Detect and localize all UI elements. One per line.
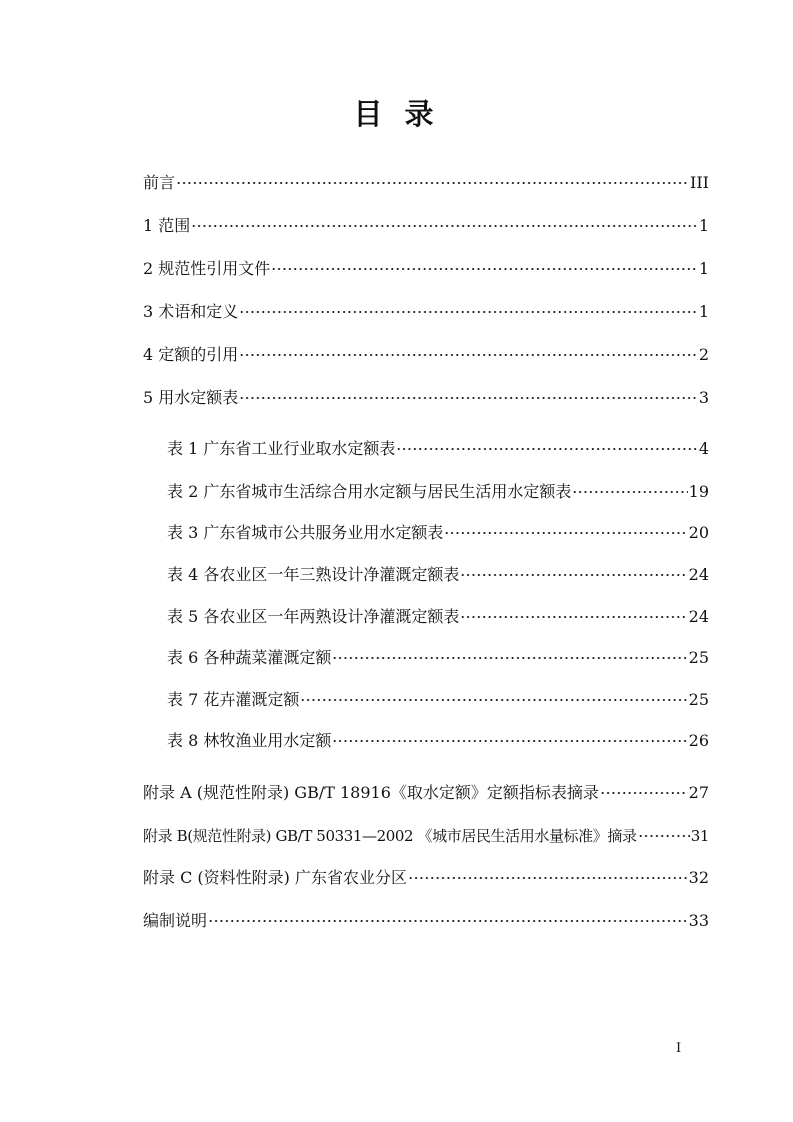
dot-leader [239, 311, 698, 313]
toc-entry-label: 编制说明 [143, 911, 208, 930]
dot-leader [332, 740, 687, 742]
toc-entry-page: 25 [688, 690, 709, 709]
toc-entry-label: 1 范围 [143, 216, 191, 235]
dot-leader [638, 835, 690, 837]
toc-entry-page: 20 [688, 523, 709, 542]
toc-entry-label: 5 用水定额表 [143, 388, 239, 407]
toc-entry-label: 表 5 各农业区一年两熟设计净灌溉定额表 [167, 607, 460, 626]
toc-entry-table-1[interactable] [167, 437, 709, 461]
toc-entry-label: 表 3 广东省城市公共服务业用水定额表 [167, 523, 444, 542]
toc-entry-label: 附录 C (资料性附录) 广东省农业分区 [143, 868, 407, 887]
toc-entry-label: 附录 A (规范性附录) GB/T 18916《取水定额》定额指标表摘录 [143, 783, 599, 802]
toc-entry-label: 表 4 各农业区一年三熟设计净灌溉定额表 [167, 565, 460, 584]
toc-entry-label: 表 8 林牧渔业用水定额 [167, 731, 332, 750]
toc-entry-label: 2 规范性引用文件 [143, 259, 271, 278]
toc-entry-page: 33 [688, 911, 709, 930]
toc-entry-table-6[interactable] [167, 646, 709, 670]
toc-entry-page: 1 [698, 216, 709, 235]
toc-entry-page: 4 [698, 439, 709, 458]
toc-entry-appendix-b[interactable] [143, 824, 709, 848]
dot-leader [191, 225, 698, 227]
footer-page-number: I [676, 1041, 682, 1056]
toc-entry-table-3[interactable] [167, 521, 709, 545]
toc-entry-page: 1 [698, 302, 709, 321]
toc-entry-page: III [690, 173, 709, 192]
toc-entry-table-7[interactable] [167, 688, 709, 712]
toc-entry-label: 表 1 广东省工业行业取水定额表 [167, 439, 396, 458]
toc-entry-appendix-c[interactable] [143, 866, 709, 890]
dot-leader [300, 699, 687, 701]
toc-entry-table-2[interactable] [167, 480, 709, 504]
dot-leader [239, 397, 698, 399]
toc-entry-water-quota-tables[interactable] [143, 386, 709, 410]
dot-leader [396, 448, 697, 450]
toc-entry-quota-reference[interactable] [143, 343, 709, 367]
toc-entry-page: 24 [688, 607, 709, 626]
dot-leader [271, 268, 698, 270]
toc-entry-table-5[interactable] [167, 605, 709, 629]
dot-leader [208, 920, 688, 922]
toc-entry-compilation-notes[interactable] [143, 909, 709, 933]
toc-entry-normative-references[interactable] [143, 257, 709, 281]
dot-leader [444, 532, 687, 534]
toc-entry-page: 19 [688, 482, 709, 501]
toc-entry-label: 3 术语和定义 [143, 302, 239, 321]
toc-entry-page: 24 [688, 565, 709, 584]
dot-leader [600, 792, 688, 794]
toc-entry-label: 附录 B(规范性附录) GB/T 50331—2002 《城市居民生活用水量标准》摘录 [143, 827, 637, 845]
toc-entry-label: 4 定额的引用 [143, 345, 239, 364]
toc-entry-page: 27 [688, 783, 709, 802]
dot-leader [332, 657, 687, 659]
dot-leader [239, 354, 698, 356]
dot-leader [460, 574, 687, 576]
page-title: 目 录 [353, 97, 440, 131]
toc-entry-page: 25 [688, 648, 709, 667]
toc-entry-page: 31 [690, 827, 709, 845]
toc-entry-label: 表 6 各种蔬菜灌溉定额 [167, 648, 332, 667]
toc-entry-terms-definitions[interactable] [143, 300, 709, 324]
toc-entry-page: 26 [688, 731, 709, 750]
toc-entry-label: 表 2 广东省城市生活综合用水定额与居民生活用水定额表 [167, 482, 572, 501]
toc-entry-scope[interactable] [143, 214, 709, 238]
dot-leader [408, 877, 688, 879]
toc-entry-foreword[interactable] [143, 171, 709, 195]
toc-entry-page: 2 [698, 345, 709, 364]
toc-entry-table-8[interactable] [167, 729, 709, 753]
toc-entry-page: 3 [698, 388, 709, 407]
toc-entry-label: 表 7 花卉灌溉定额 [167, 690, 300, 709]
toc-entry-label: 前言 [143, 173, 176, 192]
toc-entry-table-4[interactable] [167, 563, 709, 587]
toc-entry-page: 32 [688, 868, 709, 887]
toc-entry-appendix-a[interactable] [143, 781, 709, 805]
toc-entry-page: 1 [698, 259, 709, 278]
dot-leader [176, 182, 689, 184]
dot-leader [572, 491, 687, 493]
dot-leader [460, 616, 687, 618]
